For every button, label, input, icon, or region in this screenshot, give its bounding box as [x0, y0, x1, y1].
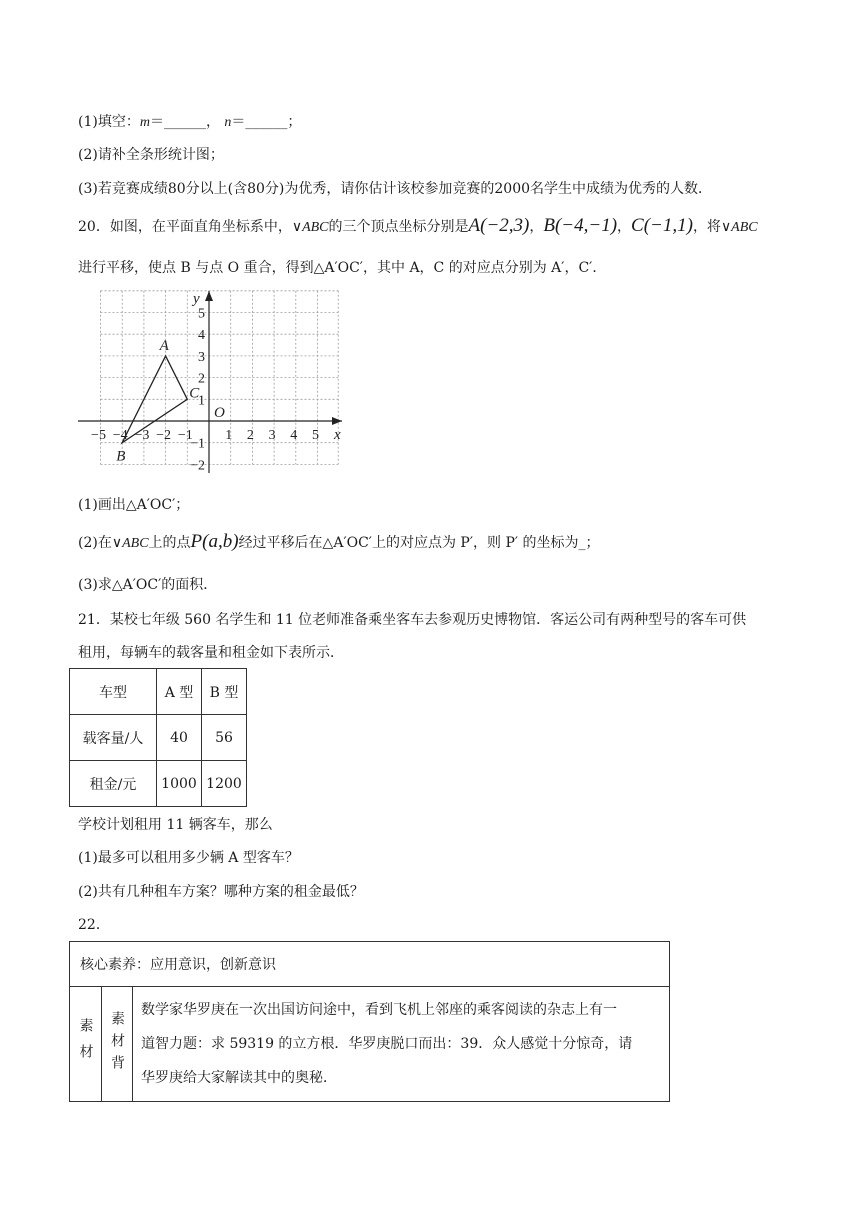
q20-part2: [78, 532, 600, 554]
y-tick-label: 1: [198, 393, 205, 409]
variable-n: n: [224, 115, 232, 130]
x-axis-label: x: [334, 427, 341, 443]
y-axis-label: y: [193, 291, 200, 307]
x-tick-label: −2: [156, 428, 172, 443]
y-tick-label: 5: [198, 306, 205, 322]
vertex-label-a: A: [159, 337, 169, 354]
q20-intro: [78, 216, 758, 238]
blank-n: ＝______；: [231, 114, 302, 130]
q20-intro-c: ，将: [692, 219, 721, 235]
table-cell: 56: [202, 715, 247, 761]
tick-labels: [91, 291, 341, 473]
coord-c: C(−1,1): [631, 215, 693, 236]
q20-intro-b: 的三个顶点坐标分别是: [328, 219, 469, 235]
triangle-abc: ∨ABC: [111, 536, 149, 551]
table-cell: 租金/元: [70, 761, 157, 807]
q20-part3: (3)求△A′OC′的面积．: [78, 577, 218, 593]
table-row: [70, 942, 670, 987]
vertex-label-c: C: [189, 385, 200, 402]
q20-part2-c: 经过平移后在△A′OC′上的对应点为 P′，则 P′ 的坐标为_；: [238, 535, 600, 551]
vertex-label-b: B: [116, 448, 126, 465]
x-tick-label: 2: [246, 428, 254, 443]
x-tick-label: −4: [112, 428, 128, 443]
x-tick-label: 5: [312, 428, 319, 443]
material-content-line: 华罗庚给大家解读其中的奥秘．: [141, 1070, 337, 1086]
sep: ，: [529, 219, 544, 235]
q21-part2: (2)共有几种租车方案？哪种方案的租金最低？: [78, 884, 364, 900]
y-tick-label: 4: [198, 328, 205, 344]
q20-part2-a: (2)在: [78, 535, 112, 551]
x-tick-label: 3: [268, 428, 276, 443]
origin-label: O: [214, 405, 225, 421]
x-tick-label: 1: [225, 428, 233, 443]
y-axis-arrow: [205, 291, 213, 301]
q21-line2: 租用，每辆车的载客量和租金如下表所示．: [78, 645, 344, 661]
rental-table: [69, 668, 247, 807]
q19-part1-prefix: (1)填空：: [78, 114, 140, 130]
q21-part1: (1)最多可以租用多少辆 A 型客车？: [78, 850, 299, 866]
core-literacy-cell: 核心素养：应用意识，创新意识: [70, 942, 670, 987]
x-axis-arrow: [332, 417, 342, 425]
material-content-line: 数学家华罗庚在一次出国访问途中，看到飞机上邻座的乘客阅读的杂志上有一: [141, 1002, 617, 1018]
q20-intro-a: 20．如图，在平面直角坐标系中，: [78, 219, 292, 235]
material-content: [133, 987, 670, 1102]
triangle-abc-drawing: [116, 338, 200, 465]
triangle-abc: ∨ABC: [720, 220, 758, 235]
coord-a: A(−2,3): [468, 215, 530, 236]
table-header-cell: 车型: [70, 669, 157, 715]
x-tick-label: −1: [177, 428, 193, 443]
material-label: 素材: [70, 987, 102, 1102]
q20-part2-b: 上的点: [148, 535, 191, 551]
sep: ，: [617, 219, 632, 235]
table-cell: 1000: [157, 761, 202, 807]
triangle-abc: ∨ABC: [291, 220, 329, 235]
q19-part2: (2)请补全条形统计图；: [78, 147, 224, 163]
material-background-label: 素材背: [102, 987, 133, 1102]
table-row: [70, 669, 247, 715]
table-cell: 1200: [202, 761, 247, 807]
point-p: P(a,b): [190, 531, 239, 552]
x-tick-label: 4: [290, 428, 298, 443]
table-cell: 载客量/人: [70, 715, 157, 761]
literacy-table: [69, 941, 670, 1102]
coordinate-graph-svg: [70, 285, 360, 480]
q21-after-table: 学校计划租用 11 辆客车，那么: [78, 817, 273, 833]
blank-m: ＝______，: [149, 114, 220, 130]
axes: [78, 291, 342, 473]
table-header-cell: A 型: [157, 669, 202, 715]
variable-m: m: [139, 115, 150, 130]
y-tick-label: 2: [198, 371, 205, 387]
y-tick-label: 3: [198, 349, 205, 365]
table-header-cell: B 型: [202, 669, 247, 715]
q20-intro-line2: 进行平移，使点 B 与点 O 重合，得到△A′OC′，其中 A，C 的对应点分别为 A′，C′．: [78, 260, 607, 276]
q21-line1: 21．某校七年级 560 名学生和 11 位老师准备乘坐客车去参观历史博物馆．客运公司有两种型号的客车可供: [78, 612, 747, 628]
y-tick-label: −1: [190, 436, 205, 452]
table-row: [70, 761, 247, 807]
q20-part1: (1)画出△A′OC′；: [78, 497, 190, 513]
q19-part1: [78, 112, 301, 133]
table-row: [70, 987, 670, 1102]
x-tick-label: −3: [134, 428, 150, 443]
coordinate-graph: [70, 285, 360, 484]
material-content-line: 道智力题：求 59319 的立方根．华罗庚脱口而出：39．众人感觉十分惊奇，请: [141, 1036, 633, 1052]
q22-number: 22．: [78, 917, 110, 933]
table-row: [70, 715, 247, 761]
coord-b: B(−4,−1): [543, 215, 618, 236]
table-cell: 40: [157, 715, 202, 761]
x-tick-label: −5: [91, 428, 106, 443]
q19-part3: (3)若竞赛成绩80分以上(含80分)为优秀，请你估计该校参加竞赛的2000名学生中成绩为优秀的人数．: [78, 181, 713, 197]
y-tick-label: −2: [190, 458, 205, 474]
